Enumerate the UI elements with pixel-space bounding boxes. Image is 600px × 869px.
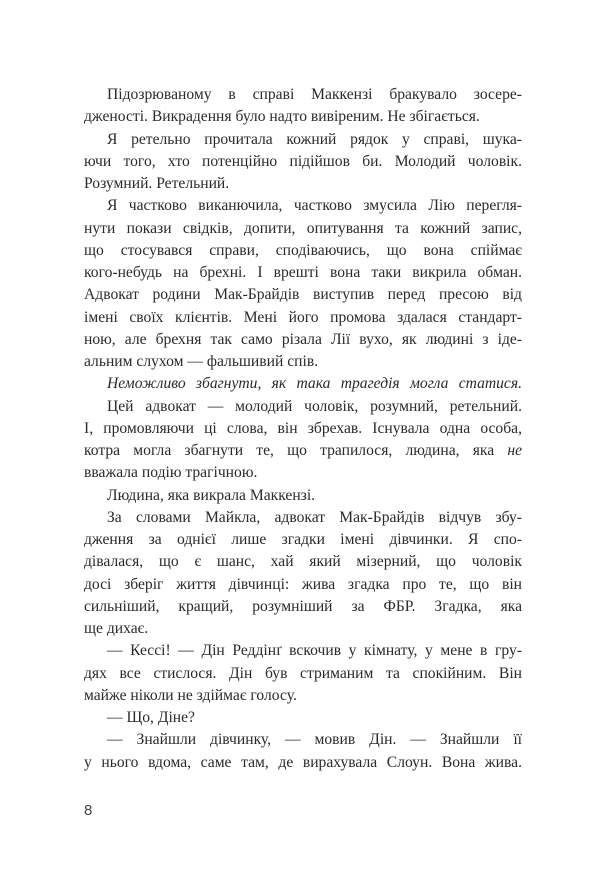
text-line [84,574,522,596]
line-text: Цей адвокат — молодий чоловік, розумний, ретельний. [107,397,522,415]
text-line [107,707,522,729]
text-line [107,84,522,106]
text-line [84,151,522,173]
line-text: досі зберіг життя дівчинці: жива згадка про те, що він [84,575,522,593]
line-text: вважала подію трагічною. [84,464,258,482]
line-text: Підозрюваному в справі Маккензі бракувало зосере- [107,86,522,103]
text-line [84,663,522,685]
line-text: нути покази свідків, допити, опитування та кожний запис, [84,219,522,237]
line-text: дження за однієї лише згадки імені дівчинки. Я спо- [84,531,522,548]
text-line [84,329,522,351]
text-line [84,262,522,284]
line-text: — Знайшли дівчинку, — мовив Дін. — Знайшли її [107,731,522,749]
text-line [107,507,522,529]
text-line [107,729,522,751]
line-text: ще дихає. [84,620,149,637]
text-line [84,596,522,618]
text-line [84,418,522,440]
text-line [84,440,522,462]
text-line [84,529,522,551]
text-line [84,284,522,306]
line-text: імені своїх клієнтів. Мені його промова здалася стандарт- [84,308,522,326]
text-line [107,129,522,151]
line-text: альним слухом — фальшивий спів. [84,353,319,370]
line-text: — Кессі! — Дін Реддінґ вскочив у кімнату, у мене в гру- [107,642,522,660]
text-line [107,373,522,395]
text-line [84,752,522,774]
text-line [84,173,522,195]
page-number: 8 [84,802,93,819]
line-text: дях все стислося. Дін був стриманим та спокійним. Він [84,664,522,682]
line-text: Неможливо збагнути, як така трагедія могла статися. [107,375,522,393]
text-line [84,618,522,640]
text-line [84,685,522,707]
text-line [84,462,522,484]
line-text: майже ніколи не здіймає голосу. [84,686,297,704]
line-text: Я частково виканючила, частково змусила Лію перегля- [107,197,522,215]
line-text: дівалася, що є шанс, хай який мізерний, що чоловік [84,553,522,571]
line-text: кого-небудь на брехні. І врешті вона таки викрила обман. [84,264,522,281]
line-text: За словами Майкла, адвокат Мак-Брайдів відчув збу- [107,508,522,526]
line-text: що стосувався справи, сподіваючись, що вона спіймає [84,241,522,259]
line-text: у нього вдома, саме там, де вирахувала Слоун. Вона жива. [84,753,522,771]
line-text: ючи того, хто потенційно підійшов би. Молодий чоловік. [84,152,522,170]
line-text: сильніший, кращий, розумніший за ФБР. Згадка, яка [84,597,522,615]
text-line [84,351,522,373]
emphasis-text: не [507,442,522,459]
line-text: котра могла збагнути те, що трапилося, людина, яка [84,442,495,459]
text-line [107,640,522,662]
text-line [84,551,522,573]
line-text: — Що, Діне? [107,709,195,726]
text-line [107,485,522,507]
line-text: Людина, яка викрала Маккензі. [107,486,316,504]
text-line [84,307,522,329]
line-text: дженості. Викрадення було надто вивіреним. Не збігається. [84,108,480,126]
line-text: Адвокат родини Мак-Брайдів виступив перед пресою від [84,286,522,304]
line-text: І, промовляючи ці слова, він збрехав. Існувала одна особа, [84,419,522,437]
line-text: Розумний. Ретельний. [84,175,230,192]
text-line [84,240,522,262]
line-text: Я ретельно прочитала кожний рядок у справі, шука- [107,130,522,148]
text-line [107,396,522,418]
text-line [107,195,522,217]
text-line [84,106,522,128]
text-line [84,218,522,240]
line-text: ною, але брехня так само різала Лії вухо, як людині з іде- [84,330,522,348]
